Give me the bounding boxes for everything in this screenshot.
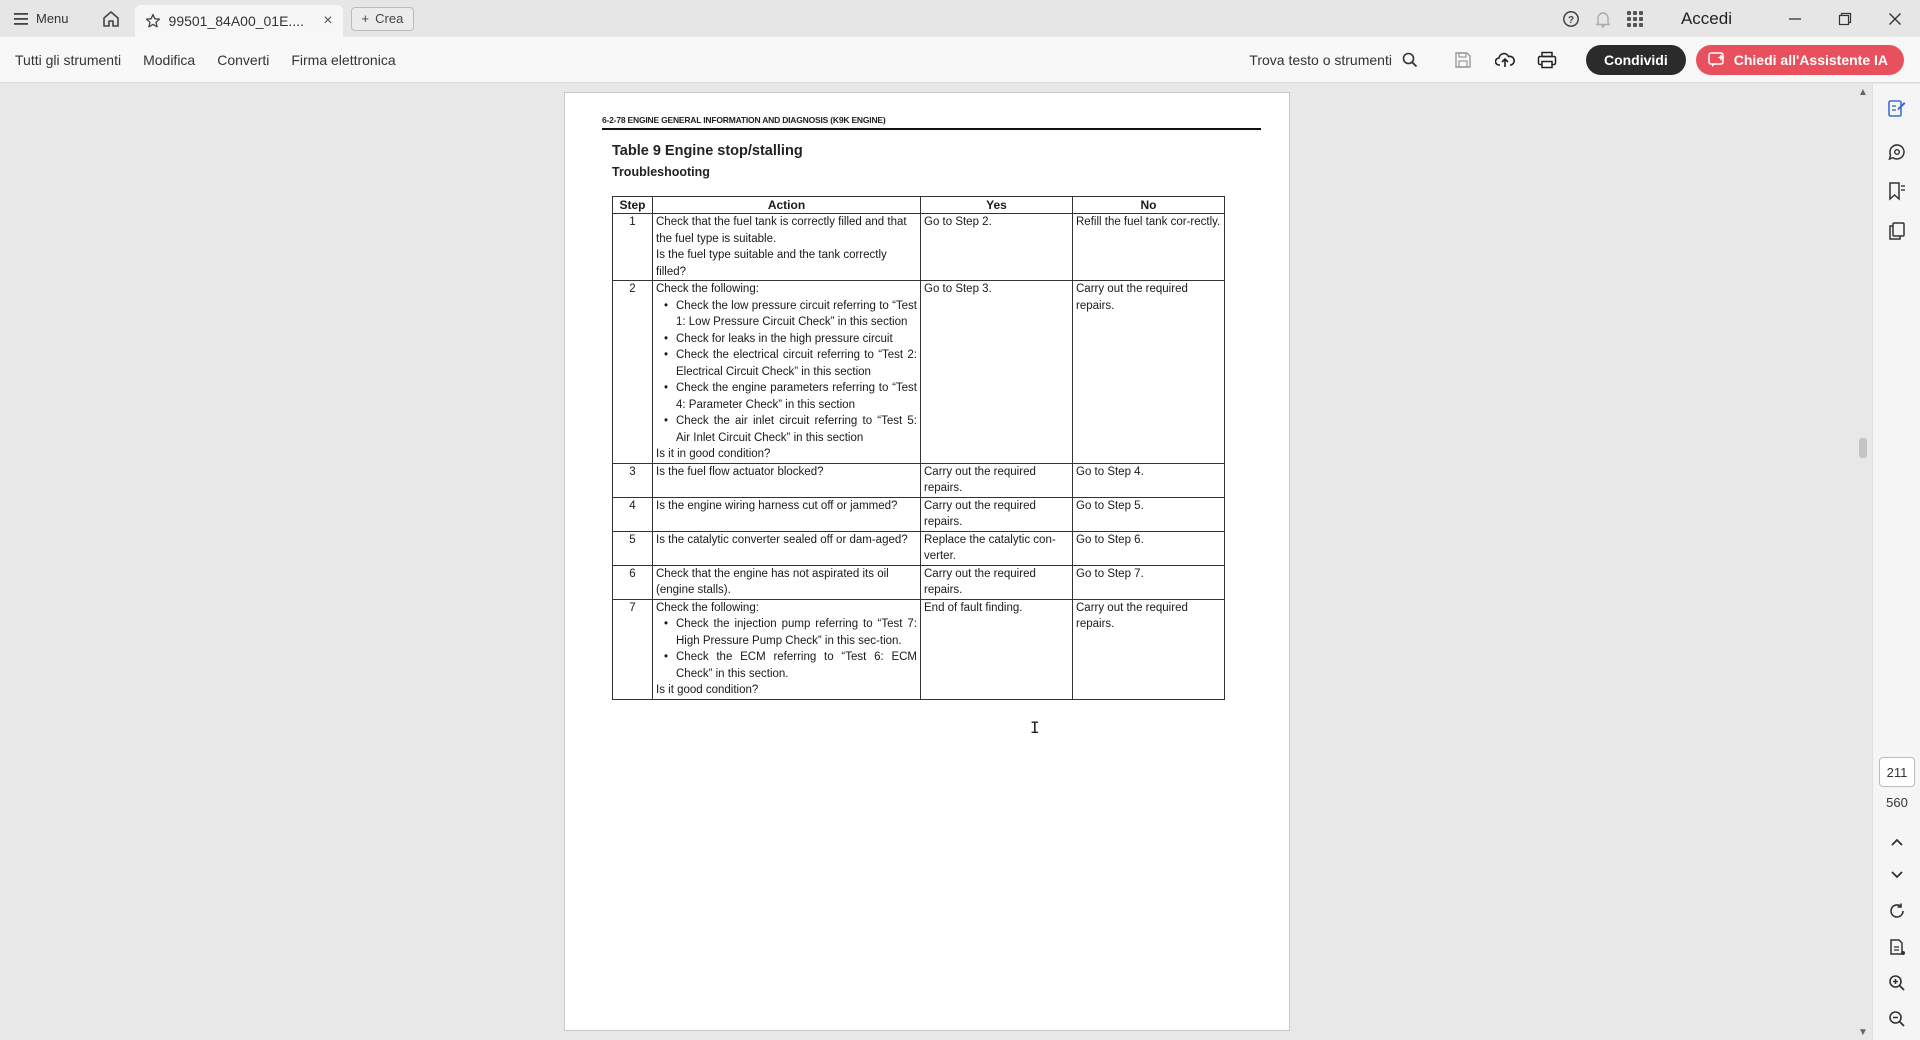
document-tab[interactable]: [135, 5, 343, 37]
document-viewport[interactable]: [0, 84, 1858, 1040]
share-button[interactable]: Condividi: [1586, 45, 1686, 75]
no-cell: Refill the fuel tank cor-rectly.: [1073, 214, 1225, 281]
toolbar-all-tools[interactable]: Tutti gli strumenti: [15, 51, 122, 68]
edit-pdf-icon[interactable]: [1883, 94, 1911, 122]
right-rail: [1872, 84, 1920, 1040]
no-cell: Carry out the required repairs.: [1073, 281, 1225, 464]
home-button[interactable]: [97, 5, 125, 33]
previous-page-icon[interactable]: [1883, 828, 1911, 856]
yes-cell: Go to Step 2.: [921, 214, 1073, 281]
table-row: [613, 565, 1225, 599]
toolbar-e-sign[interactable]: Firma elettronica: [291, 51, 396, 68]
table-row: [613, 463, 1225, 497]
zoom-out-icon[interactable]: [1883, 1005, 1911, 1033]
bullet-item: • Check for leaks in the high pressure circuit: [664, 331, 917, 348]
action-cell: [653, 281, 921, 464]
header-yes: Yes: [921, 197, 1073, 214]
action-text: Check the following:: [656, 601, 759, 614]
action-cell: Is the engine wiring harness cut off or jammed?: [653, 497, 921, 531]
no-cell: Carry out the required repairs.: [1073, 599, 1225, 699]
ai-assistant-button[interactable]: [1696, 45, 1904, 75]
search-icon: [1402, 52, 1418, 68]
bullet-item: • Check the injection pump referring to “Test 7: High Pressure Pump Check” in this sec-tion.: [664, 616, 917, 649]
step-number: 4: [613, 497, 653, 531]
table-row: [613, 497, 1225, 531]
yes-cell: Carry out the required repairs.: [921, 497, 1073, 531]
table-header-row: [613, 197, 1225, 214]
plus-icon: +: [361, 11, 370, 26]
svg-text:?: ?: [1567, 14, 1575, 26]
restore-icon: [1838, 12, 1852, 26]
table-row: [613, 599, 1225, 699]
yes-cell: Carry out the required repairs.: [921, 463, 1073, 497]
minimize-icon: [1788, 12, 1802, 26]
bullet-item: • Check the air inlet circuit referring to “Test 5: Air Inlet Circuit Check” in this section: [664, 413, 917, 446]
ai-assistant-label: Chiedi all'Assistente IA: [1733, 51, 1888, 68]
scroll-up-arrow-icon[interactable]: ▲: [1858, 86, 1868, 98]
yes-cell: Go to Step 3.: [921, 281, 1073, 464]
hamburger-icon: [14, 13, 28, 25]
tab-label: 99501_84A00_01E....: [168, 13, 304, 29]
bullet-item: • Check the electrical circuit referring to “Test 2: Electrical Circuit Check” in this section: [664, 347, 917, 380]
table-row: [613, 281, 1225, 464]
pdf-page: [564, 92, 1290, 1031]
create-label: Crea: [375, 11, 404, 26]
vertical-scrollbar[interactable]: [1855, 84, 1871, 1040]
scroll-down-arrow-icon[interactable]: ▼: [1858, 1026, 1868, 1038]
step-number: 2: [613, 281, 653, 464]
yes-cell: Replace the catalytic con-verter.: [921, 531, 1073, 565]
running-head: 6-2-78 ENGINE GENERAL INFORMATION AND DIAGNOSIS (K9K ENGINE): [602, 115, 1261, 130]
home-icon: [102, 10, 120, 28]
total-pages: 560: [1886, 795, 1908, 810]
create-button[interactable]: [351, 7, 415, 31]
bullet-item: • Check the ECM referring to “Test 6: ECM Check” in this section.: [664, 649, 917, 682]
action-text: Check that the fuel tank is correctly filled and that the fuel type is suitable.: [656, 216, 907, 245]
header-step: Step: [613, 197, 653, 214]
login-button[interactable]: Accedi: [1680, 8, 1732, 28]
table-subtitle: Troubleshooting: [612, 165, 710, 179]
header-no: No: [1073, 197, 1225, 214]
action-bullets: [656, 298, 917, 447]
no-cell: Go to Step 7.: [1073, 565, 1225, 599]
header-action: Action: [653, 197, 921, 214]
action-cell: [653, 599, 921, 699]
print-icon[interactable]: [1530, 43, 1564, 77]
action-text: Check the following:: [656, 283, 759, 295]
zoom-in-icon[interactable]: [1883, 969, 1911, 997]
action-cell: [653, 214, 921, 281]
bullet-item: • Check the low pressure circuit referring to “Test 1: Low Pressure Circuit Check” in this section: [664, 298, 917, 331]
pages-icon[interactable]: [1883, 217, 1911, 245]
text-cursor-icon: I: [1030, 718, 1040, 737]
table-row: [613, 214, 1225, 281]
step-number: 6: [613, 565, 653, 599]
ai-assistant-icon: [1708, 52, 1726, 68]
title-bar: [0, 0, 1920, 37]
toolbar-convert[interactable]: Converti: [217, 51, 270, 68]
rotate-icon[interactable]: [1883, 897, 1911, 925]
close-window-button[interactable]: [1870, 0, 1920, 37]
page-settings-icon[interactable]: [1883, 933, 1911, 961]
troubleshooting-table: [612, 196, 1225, 700]
find-text-label: Trova testo o strumenti: [1249, 51, 1392, 68]
step-number: 1: [613, 214, 653, 281]
bell-icon[interactable]: [1587, 3, 1619, 35]
action-cell: Is the fuel flow actuator blocked?: [653, 463, 921, 497]
action-question: Is it good condition?: [656, 684, 759, 696]
action-question: Is the fuel type suitable and the tank correctly filled?: [656, 249, 887, 278]
no-cell: Go to Step 6.: [1073, 531, 1225, 565]
action-bullets: [656, 616, 917, 682]
toolbar-edit[interactable]: Modifica: [143, 51, 196, 68]
star-icon[interactable]: [145, 13, 161, 29]
close-icon: [1888, 12, 1902, 26]
close-tab-icon[interactable]: ×: [323, 12, 333, 29]
comment-icon[interactable]: [1883, 138, 1911, 166]
find-text-tools-button[interactable]: [1249, 52, 1418, 68]
minimize-button[interactable]: [1770, 0, 1820, 37]
yes-cell: End of fault finding.: [921, 599, 1073, 699]
restore-button[interactable]: [1820, 0, 1870, 37]
menu-label: Menu: [36, 11, 69, 26]
scroll-thumb[interactable]: [1859, 438, 1867, 458]
bookmark-icon[interactable]: [1883, 177, 1911, 205]
apps-grid-icon[interactable]: [1619, 3, 1651, 35]
action-cell: Is the catalytic converter sealed off or dam-aged?: [653, 531, 921, 565]
no-cell: Go to Step 4.: [1073, 463, 1225, 497]
save-icon[interactable]: [1446, 43, 1480, 77]
table-row: [613, 531, 1225, 565]
menu-button[interactable]: [14, 6, 69, 32]
step-number: 7: [613, 599, 653, 699]
cloud-upload-icon[interactable]: [1488, 43, 1522, 77]
action-question: Is it in good condition?: [656, 448, 771, 460]
main-toolbar: [0, 37, 1920, 83]
help-icon[interactable]: [1555, 3, 1587, 35]
table-title: Table 9 Engine stop/stalling: [612, 143, 803, 159]
bullet-item: • Check the engine parameters referring to “Test 4: Parameter Check” in this section: [664, 380, 917, 413]
no-cell: Go to Step 5.: [1073, 497, 1225, 531]
step-number: 5: [613, 531, 653, 565]
action-cell: Check that the engine has not aspirated its oil (engine stalls).: [653, 565, 921, 599]
next-page-icon[interactable]: [1883, 861, 1911, 889]
current-page-input[interactable]: 211: [1879, 757, 1915, 787]
yes-cell: Carry out the required repairs.: [921, 565, 1073, 599]
step-number: 3: [613, 463, 653, 497]
